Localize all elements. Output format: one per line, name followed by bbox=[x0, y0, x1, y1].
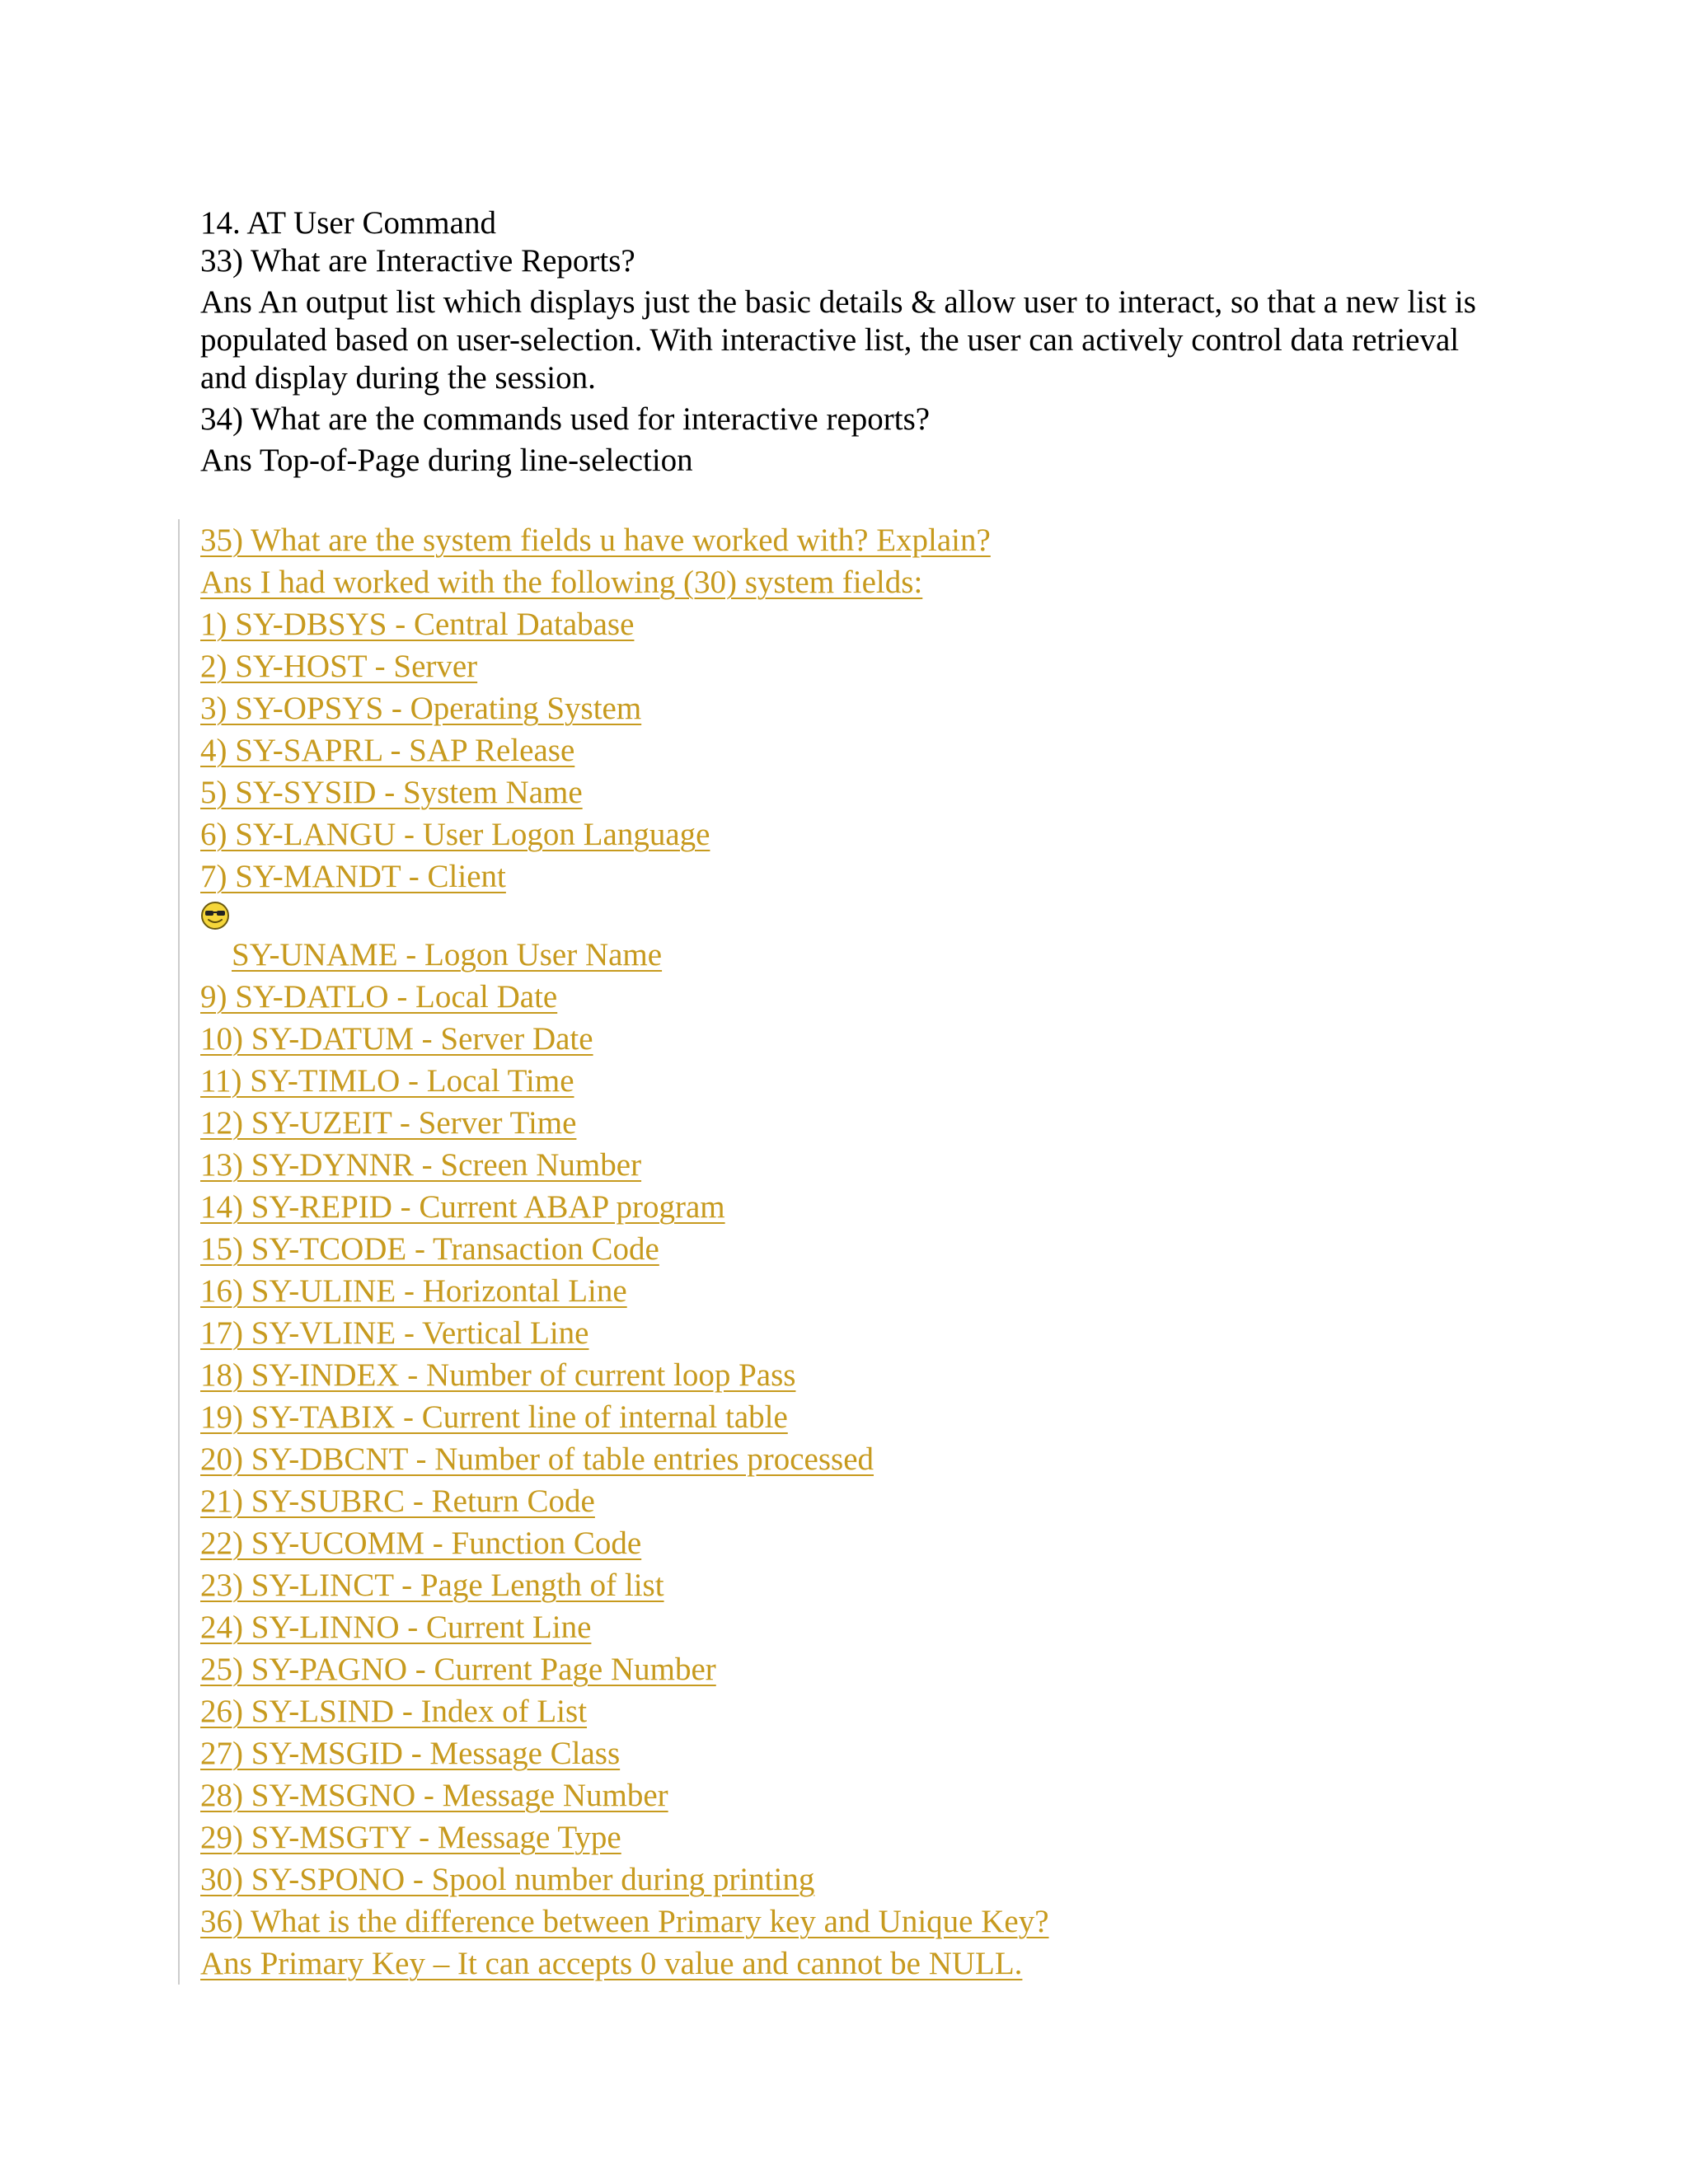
system-field-item[interactable]: 21) SY-SUBRC - Return Code bbox=[200, 1483, 595, 1519]
system-field-item[interactable]: 17) SY-VLINE - Vertical Line bbox=[200, 1315, 589, 1351]
system-field-item[interactable]: 23) SY-LINCT - Page Length of list bbox=[200, 1568, 664, 1603]
system-field-item[interactable]: 1) SY-DBSYS - Central Database bbox=[200, 607, 635, 642]
question-36-link[interactable]: 36) What is the difference between Primary key and Unique Key? bbox=[200, 1904, 1049, 1939]
system-field-item[interactable]: 4) SY-SAPRL - SAP Release bbox=[200, 733, 575, 768]
system-field-item[interactable]: 9) SY-DATLO - Local Date bbox=[200, 979, 558, 1015]
system-field-item[interactable]: 14) SY-REPID - Current ABAP program bbox=[200, 1189, 725, 1225]
question-33: 33) What are Interactive Reports? bbox=[200, 243, 635, 279]
system-field-item[interactable]: 18) SY-INDEX - Number of current loop Pass bbox=[200, 1357, 796, 1393]
system-field-item[interactable]: 12) SY-UZEIT - Server Time bbox=[200, 1105, 577, 1141]
question-35-link[interactable]: 35) What are the system fields u have worked with? Explain? bbox=[200, 523, 991, 558]
system-fields-list-part-2 bbox=[200, 976, 1519, 1900]
system-field-item[interactable]: 13) SY-DYNNR - Screen Number bbox=[200, 1147, 642, 1183]
answer-35-link[interactable]: Ans I had worked with the following (30) system fields: bbox=[200, 565, 923, 600]
system-field-item[interactable]: 16) SY-ULINE - Horizontal Line bbox=[200, 1273, 627, 1309]
system-field-item[interactable]: 20) SY-DBCNT - Number of table entries processed bbox=[200, 1441, 874, 1477]
system-field-item[interactable]: 28) SY-MSGNO - Message Number bbox=[200, 1778, 668, 1813]
system-field-item[interactable]: 25) SY-PAGNO - Current Page Number bbox=[200, 1652, 716, 1687]
quoted-linked-section bbox=[178, 519, 1519, 1985]
system-field-item[interactable]: 5) SY-SYSID - System Name bbox=[200, 775, 583, 810]
answer-33: Ans An output list which displays just the basic details & allow user to interact, so that a new list is populated based on user-selection. With interactive list, the user can actively control data retrieval and display during the session. bbox=[200, 284, 1476, 396]
system-field-item[interactable]: 22) SY-UCOMM - Function Code bbox=[200, 1526, 642, 1561]
sunglasses-smiley-icon bbox=[200, 901, 230, 930]
system-fields-list-part-1 bbox=[200, 603, 1519, 898]
system-field-item[interactable]: 30) SY-SPONO - Spool number during printing bbox=[200, 1862, 815, 1897]
system-field-item[interactable]: 2) SY-HOST - Server bbox=[200, 649, 478, 684]
system-field-item[interactable]: 15) SY-TCODE - Transaction Code bbox=[200, 1231, 659, 1267]
intro-section bbox=[200, 204, 1503, 480]
system-field-item-8[interactable]: SY-UNAME - Logon User Name bbox=[232, 937, 663, 972]
system-field-item[interactable]: 29) SY-MSGTY - Message Type bbox=[200, 1820, 621, 1855]
system-field-item[interactable]: 7) SY-MANDT - Client bbox=[200, 859, 506, 894]
answer-34: Ans Top-of-Page during line-selection bbox=[200, 443, 693, 478]
system-field-item[interactable]: 27) SY-MSGID - Message Class bbox=[200, 1736, 621, 1771]
item-14-at-user-command: 14. AT User Command bbox=[200, 205, 496, 241]
system-field-item[interactable]: 3) SY-OPSYS - Operating System bbox=[200, 691, 642, 726]
system-field-item[interactable]: 6) SY-LANGU - User Logon Language bbox=[200, 817, 710, 852]
system-field-item[interactable]: 19) SY-TABIX - Current line of internal table bbox=[200, 1399, 788, 1435]
system-field-item[interactable]: 10) SY-DATUM - Server Date bbox=[200, 1021, 593, 1057]
system-field-item[interactable]: 11) SY-TIMLO - Local Time bbox=[200, 1063, 574, 1099]
system-field-item[interactable]: 24) SY-LINNO - Current Line bbox=[200, 1610, 592, 1645]
question-34: 34) What are the commands used for interactive reports? bbox=[200, 401, 931, 437]
system-field-item[interactable]: 26) SY-LSIND - Index of List bbox=[200, 1694, 588, 1729]
answer-36-link[interactable]: Ans Primary Key – It can accepts 0 value and cannot be NULL. bbox=[200, 1946, 1023, 1981]
